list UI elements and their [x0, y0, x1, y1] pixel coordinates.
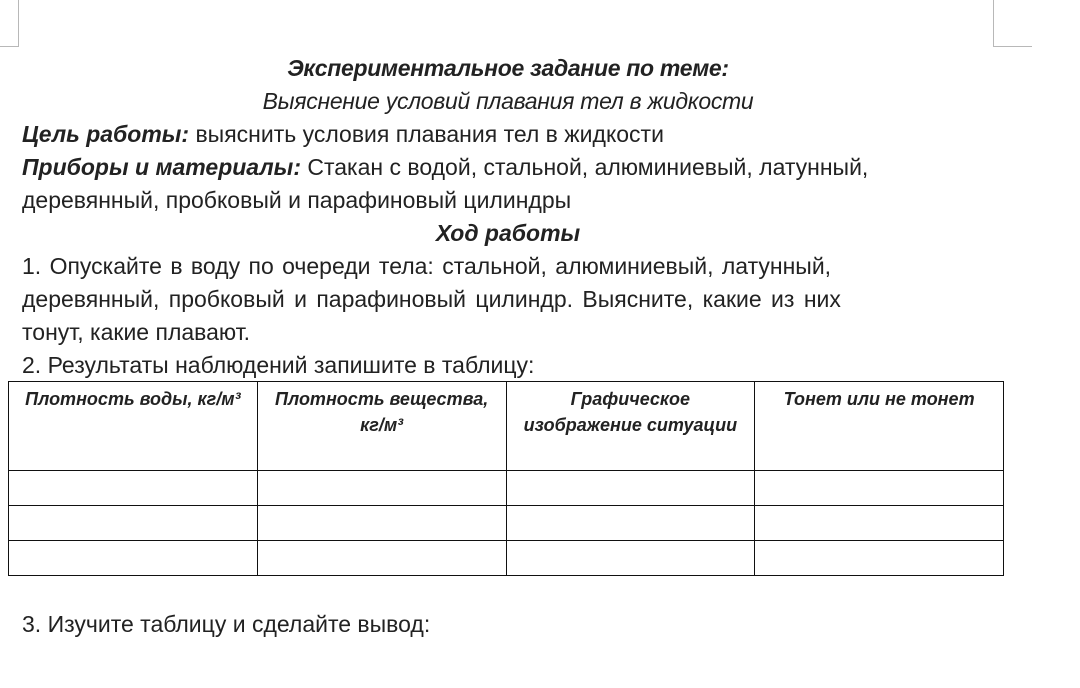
table-cell[interactable]: [755, 471, 1004, 506]
results-table: [8, 381, 1004, 576]
goal-paragraph: [22, 118, 994, 151]
procedure-heading: Ход работы: [435, 220, 581, 246]
page-corner-mark-top-left: [0, 0, 19, 47]
table-row: [9, 471, 1004, 506]
table-cell[interactable]: [506, 506, 755, 541]
materials-label: Приборы и материалы:: [22, 154, 301, 180]
materials-text-line1: Стакан с водой, стальной, алюминиевый, латунный,: [300, 154, 869, 180]
page-corner-mark-top-right: [993, 0, 1032, 47]
header-graphic-depiction: Графическое изображение ситуации: [506, 382, 755, 471]
step1-line1: 1. Опускайте в воду по очереди тела: стальной, алюминиевый, латунный,: [22, 253, 832, 279]
step1-line3: тонут, какие плавают.: [22, 319, 251, 345]
materials-text-line2: деревянный, пробковый и парафиновый цилиндры: [22, 187, 572, 213]
goal-label: Цель работы:: [22, 121, 190, 147]
table-cell[interactable]: [9, 541, 258, 576]
document-page: [22, 52, 994, 382]
goal-text: выяснить условия плавания тел в жидкости: [189, 121, 664, 147]
header-sinks-or-not: Тонет или не тонет: [755, 382, 1004, 471]
table-cell[interactable]: [506, 541, 755, 576]
table-cell[interactable]: [9, 471, 258, 506]
document-subtitle: Выяснение условий плавания тел в жидкости: [262, 88, 754, 114]
header-water-density: Плотность воды, кг/м³: [9, 382, 258, 471]
step3-text: 3. Изучите таблицу и сделайте вывод:: [22, 611, 431, 637]
table-row: [9, 541, 1004, 576]
table-row: [9, 506, 1004, 541]
step2-text: 2. Результаты наблюдений запишите в таблицу:: [22, 352, 535, 378]
header-substance-density: Плотность вещества, кг/м³: [257, 382, 506, 471]
step1-line2: деревянный, пробковый и парафиновый цилиндр. Выясните, какие из них: [22, 286, 841, 312]
table-cell[interactable]: [9, 506, 258, 541]
document-title: Экспериментальное задание по теме:: [287, 55, 729, 81]
table-header-row: [9, 382, 1004, 471]
table-cell[interactable]: [755, 541, 1004, 576]
materials-paragraph: [22, 151, 994, 184]
table-cell[interactable]: [755, 506, 1004, 541]
table-cell[interactable]: [257, 471, 506, 506]
table-cell[interactable]: [257, 541, 506, 576]
table-cell[interactable]: [506, 471, 755, 506]
table-cell[interactable]: [257, 506, 506, 541]
